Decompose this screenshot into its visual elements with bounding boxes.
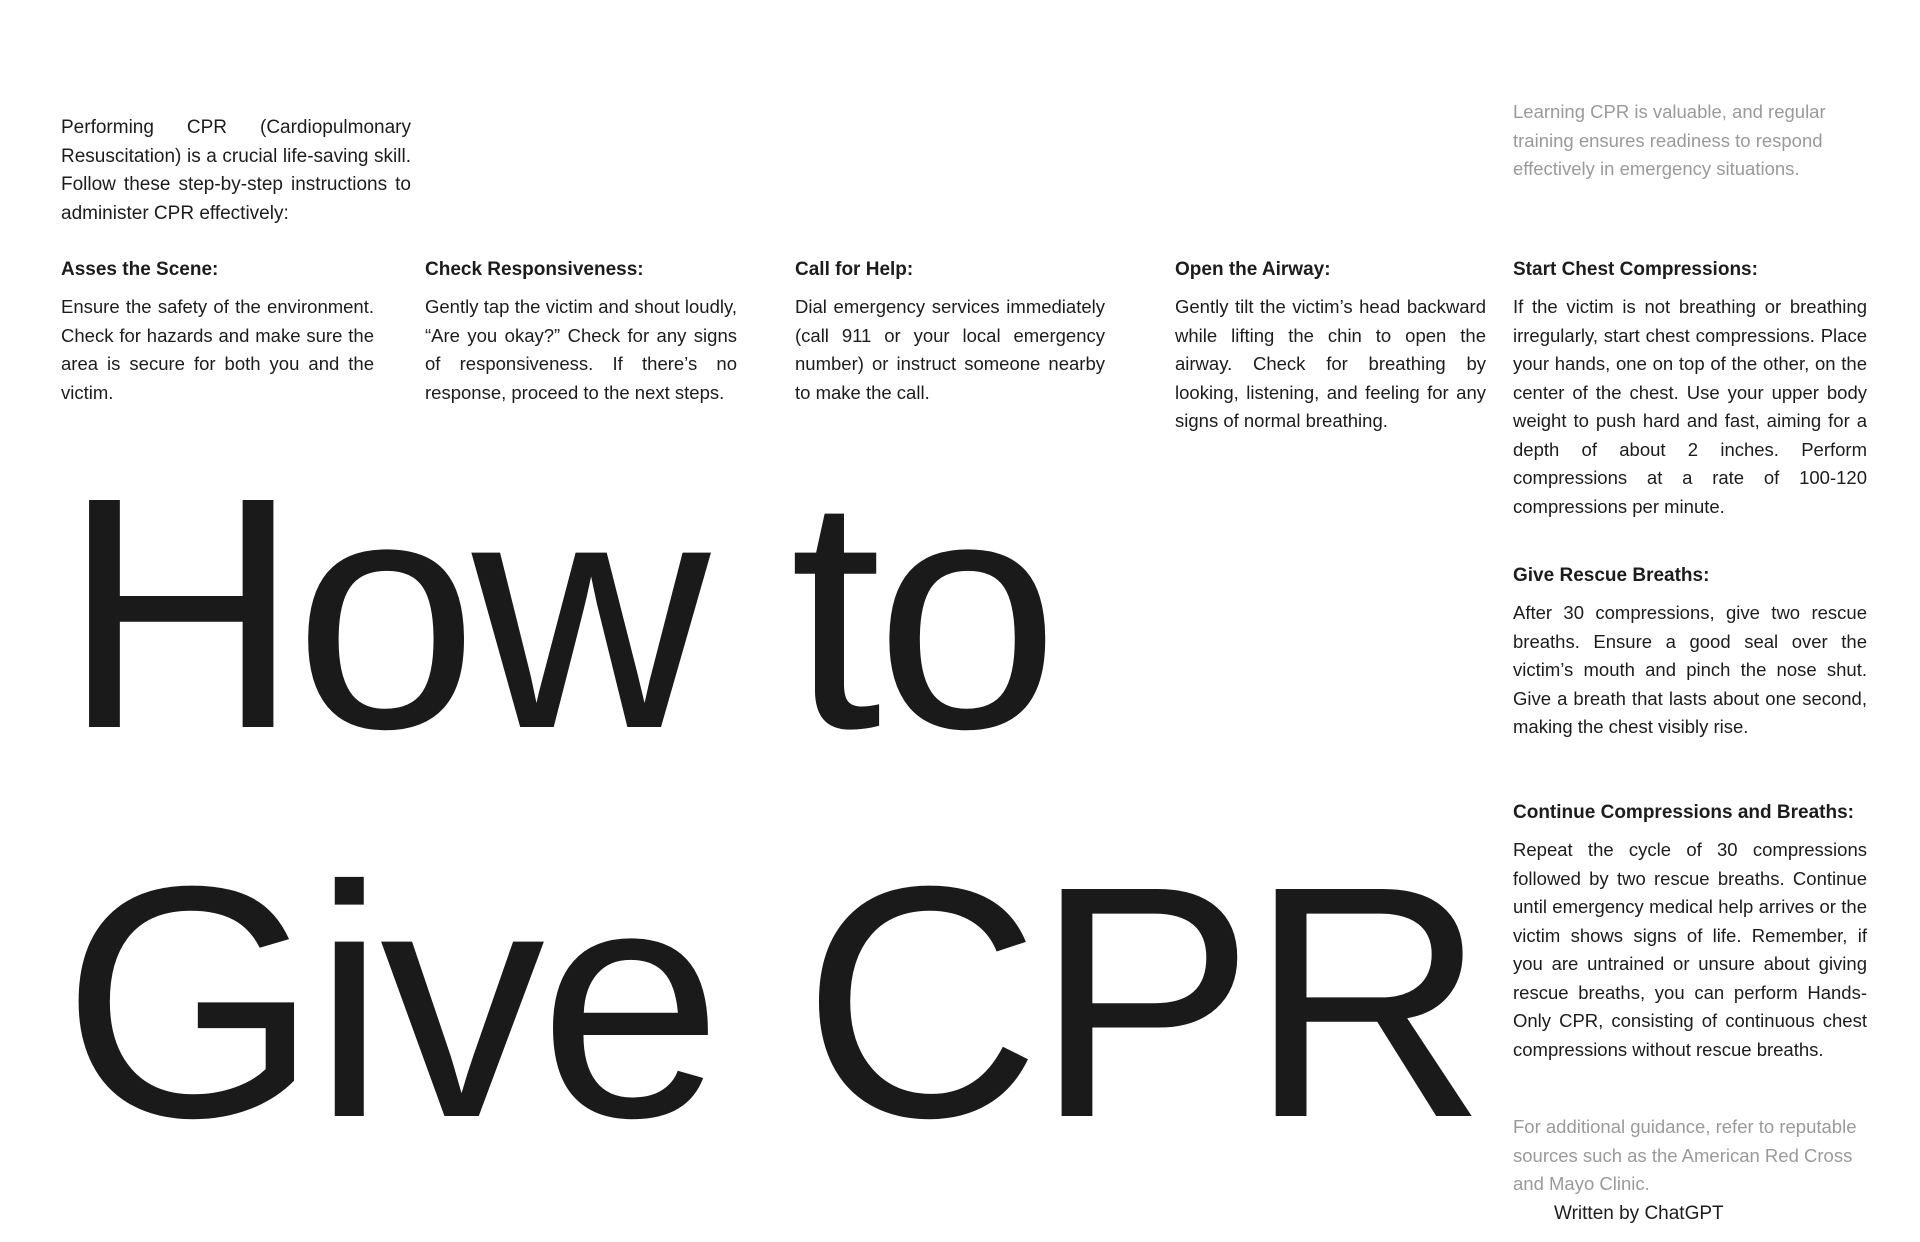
step-rescue-breaths — [1513, 562, 1867, 742]
intro-paragraph: Performing CPR (Cardiopulmonary Resuscitation) is a crucial life-saving skill. Follow these step-by-step instructions to administer CPR effectively: — [61, 117, 411, 224]
step-title: Continue Compressions and Breaths: — [1513, 802, 1854, 823]
step-title: Asses the Scene: — [61, 259, 219, 280]
step-call-for-help — [795, 256, 1105, 407]
step-check-responsiveness — [425, 256, 737, 407]
step-body: Ensure the safety of the environment. Check for hazards and make sure the area is secure for both you and the victim. — [61, 296, 374, 403]
step-body: Gently tilt the victim’s head backward while lifting the chin to open the airway. Check for breathing by looking, listening, and feeling for any signs of normal breathing. — [1175, 296, 1486, 431]
step-title: Start Chest Compressions: — [1513, 259, 1758, 280]
step-body: If the victim is not breathing or breathing irregularly, start chest compressions. Place your hands, one on top of the other, on the center of the chest. Use your upper body weight to push hard and fast, aiming for a depth of about 2 inches. Perform compressions at a rate of 100-120 compressions per minute. — [1513, 296, 1867, 517]
step-body: After 30 compressions, give two rescue breaths. Ensure a good seal over the victim’s mouth and pinch the nose shut. Give a breath that lasts about one second, making the chest visibly rise. — [1513, 602, 1867, 737]
step-body: Dial emergency services immediately (call 911 or your local emergency number) or instruct someone nearby to make the call. — [795, 296, 1105, 403]
step-body: Repeat the cycle of 30 compressions followed by two rescue breaths. Continue until emergency medical help arrives or the victim shows signs of life. Remember, if you are untrained or unsure about giving rescue breaths, you can perform Hands-Only CPR, consisting of continuous chest compressions without rescue breaths. — [1513, 839, 1867, 1060]
step-continue-compressions — [1513, 799, 1867, 1064]
headline-line-2: Give CPR — [62, 817, 1481, 1186]
credit-line: Written by ChatGPT — [1554, 1203, 1724, 1224]
side-note-bottom: For additional guidance, refer to reputable sources such as the American Red Cross and Mayo Clinic. — [1513, 1116, 1857, 1194]
step-title: Open the Airway: — [1175, 259, 1331, 280]
step-chest-compressions — [1513, 256, 1867, 521]
side-note-top: Learning CPR is valuable, and regular training ensures readiness to respond effectively in emergency situations. — [1513, 101, 1826, 179]
step-open-airway — [1175, 256, 1486, 436]
step-title: Call for Help: — [795, 259, 914, 280]
headline-line-1: How to — [62, 428, 1054, 797]
step-assess-scene — [61, 256, 374, 407]
step-title: Give Rescue Breaths: — [1513, 565, 1710, 586]
step-body: Gently tap the victim and shout loudly, “Are you okay?” Check for any signs of responsiveness. If there’s no response, proceed to the next steps. — [425, 296, 737, 403]
step-title: Check Responsiveness: — [425, 259, 644, 280]
